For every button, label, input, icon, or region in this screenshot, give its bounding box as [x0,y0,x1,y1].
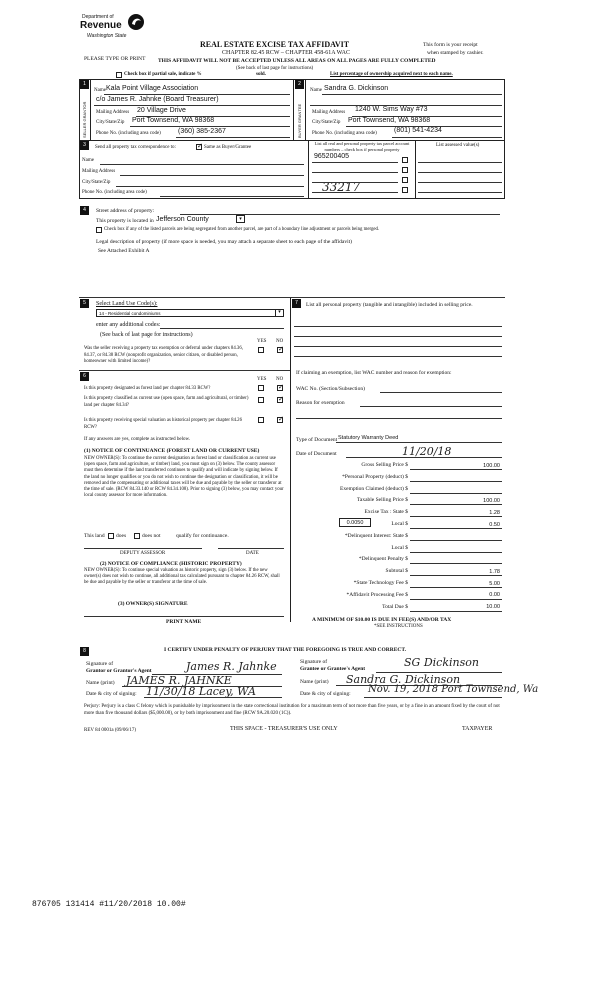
local-rate-box: 0.0050 [339,518,371,527]
section-3-number: 3 [80,141,89,150]
section-4-number: 4 [80,206,89,215]
grantor-date-city: 11/30/18 Lacey, WA [146,685,256,698]
calc-row-value: 0.50 [489,521,500,528]
grantor-sig-label-2: Grantor or Grantor's Agent [86,668,152,674]
notice-compliance-text: NEW OWNER(S): To continue special valuation as historic property, sign (3) below. If the new owner(s) does not wish to continue, all additional tax calculated pursuant to chapter 84.26 RCW, shall be due and payable by the seller or transferor at the time of sale. [84,568,280,586]
personal-property-checkbox[interactable] [402,187,408,193]
legal-description-label: Legal description of property (if more space is needed, you may attach a separate sheet to each page of the affidavit) [96,239,352,245]
print-name-label: PRINT NAME [166,619,202,625]
buyer-name-label: Name [310,88,322,93]
receipt-note-2: when stamped by cashier. [427,50,484,56]
section-7-number: 7 [292,299,301,308]
personal-property-checkbox[interactable] [402,157,408,163]
section-2-number: 2 [295,80,304,89]
notice-compliance-title: (2) NOTICE OF COMPLIANCE (HISTORIC PROPERTY) [100,561,242,567]
s5-yes-checkbox[interactable] [258,347,264,353]
seller-city-label: City/State/Zip [96,120,125,125]
legal-description-value: See Attached Exhibit A [98,248,150,254]
same-as-buyer-checkbox[interactable] [196,144,202,150]
q3-yes-checkbox[interactable] [258,417,264,423]
historical-question: Is this property receiving special valuation as historical property per chapter 84.26 RCW? [84,418,242,430]
wac-intro: If claiming an exemption, list WAC number and reason for exemption: [296,370,452,376]
calc-row-label: *Delinquent Penalty $ [358,556,408,563]
s3-name-label: Name [82,158,94,163]
q1-no-checkbox[interactable] [277,385,283,391]
sold-label: sold. [256,72,266,77]
calc-row-label: Gross Selling Price $ [361,462,408,468]
send-correspondence-label: Send all property tax correspondence to: [95,145,176,150]
street-address-label: Street address of property: [96,208,155,214]
partial-sale-label: Check box if partial sale, indicate % [124,72,202,77]
form-warning: THIS AFFIDAVIT WILL NOT BE ACCEPTED UNLESS ALL AREAS ON ALL PAGES ARE FULLY COMPLETED [158,58,436,64]
current-use-question: Is this property classified as current use (open space, farm and agricultural, or timber) land per chapter 84.34? [84,396,249,408]
does-not-checkbox[interactable] [134,533,140,539]
forest-land-question: Is this property designated as forest land per chapter 84.33 RCW? [84,386,211,391]
receipt-note-1: This form is your receipt [423,42,478,48]
s3-phone-label: Phone No. (including area code) [82,190,147,195]
calc-row-value: 1.28 [489,509,500,516]
parcel-header: List all real and personal property tax parcel account numbers – check box if personal property [314,141,410,152]
personal-property-label: List all personal property (tangible and intangible) included in selling price. [306,302,473,308]
s6-no: NO [276,377,284,382]
calc-row-value: 0.00 [489,592,500,599]
recording-stamp: 876705 131414 #11/20/2018 10.00# [32,900,186,909]
s5-yes: YES [257,339,267,344]
document-type-value: Statutory Warranty Deed [338,435,399,441]
does-checkbox[interactable] [108,533,114,539]
grantee-print-name: Sandra G. Dickinson [346,673,461,686]
grantor-sig-label-1: Signature of [86,661,114,667]
additional-codes-label: enter any additional codes: [96,322,161,328]
wac-label: WAC No. (Section/Subsection) [296,386,365,392]
calc-row-label: Local $ [391,521,408,527]
calc-row-value: 10.00 [486,604,500,611]
calc-row-label: Excise Tax : State $ [364,509,408,516]
grantee-signature: SG Dickinson [404,656,479,669]
grantor-date-label: Date & city of signing: [86,691,137,697]
calc-row-label: Subtotal $ [385,568,408,575]
buyer-phone: (801) 541-4234 [394,127,442,134]
seller-mailing-label: Mailing Address [96,110,130,115]
county-dropdown-icon[interactable]: ▾ [236,215,245,223]
dor-logo [80,12,160,46]
calc-row-value: 1.78 [489,568,500,575]
does-not-label: does not [142,533,161,539]
calc-row-label: Exemption Claimed (deduct) $ [340,485,408,492]
q2-yes-checkbox[interactable] [258,397,264,403]
s5-see-back: (See back of last page for instructions) [100,332,193,338]
assessed-header: List assessed value(s) [436,143,480,148]
parcel-handwritten: 33217 [322,180,361,194]
calc-row-value: 100.00 [483,462,500,469]
assessor-date-label: DATE [246,551,259,556]
personal-property-checkbox[interactable] [402,167,408,173]
document-type-label: Type of Document [296,437,338,443]
land-use-select[interactable] [96,309,284,317]
seller-name-2: c/o James R. Jahnke (Board Treasurer) [96,96,219,103]
s5-no: NO [276,339,284,344]
calc-row-label: Local $ [391,544,408,551]
dept-name: Revenue [80,20,122,31]
grantee-sig-label-2: Grantee or Grantee's Agent [300,666,366,672]
buyer-city-label: City/State/Zip [312,120,341,125]
s6-yes: YES [257,377,267,382]
grantee-date-city: Nov. 19, 2018 Port Townsend, Wa [368,684,539,695]
grantee-print-label: Name (print) [300,679,329,685]
this-land-label: This land [84,533,105,539]
please-type: PLEASE TYPE OR PRINT [84,56,146,62]
q3-no-checkbox[interactable] [277,417,283,423]
seller-phone-label: Phone No. (including area code) [96,131,161,136]
calc-row-label: Total Due $ [382,603,408,610]
buyer-mailing: 1240 W. Sims Way #73 [355,106,428,113]
grantee-date-label: Date & city of signing: [300,691,351,697]
calc-row-value: 100.00 [483,497,500,504]
same-as-buyer-label: Same as Buyer/Grantee [204,145,252,150]
grantor-print-name: JAMES R. JAHNKE [126,674,232,687]
treasurer-use: THIS SPACE - TREASURER'S USE ONLY [230,726,338,732]
section-1-number: 1 [80,80,89,89]
grantee-sig-label-1: Signature of [300,659,328,665]
qualify-label: qualify for continuance. [176,533,229,539]
s3-mailing-label: Mailing Address [82,169,116,174]
segregated-checkbox[interactable] [96,227,102,233]
seller-name-label: Name [94,88,106,93]
certify-statement: I CERTIFY UNDER PENALTY OF PERJURY THAT THE FOREGOING IS TRUE AND CORRECT. [164,647,407,653]
partial-sale-checkbox[interactable] [116,72,122,78]
q2-no-checkbox[interactable] [277,397,283,403]
minimum-due-note: A MINIMUM OF $10.00 IS DUE IN FEE(S) AND/OR TAX [312,617,452,623]
s5-no-checkbox[interactable] [277,347,283,353]
see-instructions-note: *SEE INSTRUCTIONS [374,624,423,629]
form-title: REAL ESTATE EXCISE TAX AFFIDAVIT [200,40,350,49]
exemption-question: Was the seller receiving a property tax exemption or deferral under chapters 84.36, 84.37, or 84.38 RCW (nonprofit organization, senior citizen, or disabled person, homeowner with limited income)? [84,346,243,364]
calc-row-label: *State Technology Fee $ [353,580,408,586]
calc-row-label: *Personal Property (deduct) $ [342,473,408,480]
grantor-print-label: Name (print) [86,680,115,686]
seller-phone: (360) 385-2367 [178,128,226,135]
personal-property-checkbox[interactable] [402,177,408,183]
land-use-value: 14 - Residential condominiums [99,311,161,316]
section-6-number: 6 [80,372,89,381]
buyer-name: Sandra G. Dickinson [324,85,389,92]
land-use-dropdown-icon[interactable]: ▾ [275,310,283,316]
dept-line: Department of [82,14,114,20]
land-use-label: Select Land Use Code(s): [96,301,158,307]
calc-row-value: 5.00 [489,580,500,587]
seller-side-label: SELLER GRANTOR [82,101,87,138]
owner-signature-label: (3) OWNER(S) SIGNATURE [118,601,188,607]
dept-state: Washington State [87,33,127,39]
calc-row-label: *Delinquent Interest: State $ [344,532,408,539]
deputy-assessor-label: DEPUTY ASSESSOR [120,551,166,556]
buyer-city: Port Townsend, WA 98368 [348,117,431,124]
notice-continuance-text: NEW OWNER(S): To continue the current designation as forest land or classification as current use (open space, farm and agriculture, or timber) land, you must sign on (3) below. The county assessor must then determine if the land transferred continues to qualify and will indicate by signing below. If the land no longer qualifies or you do not wish to continue the designation or classification, it will be removed and the compensating or additional taxes will be due and payable by the seller or transferor at the time of sale. (RCW 84.33.140 or RCW 84.34.108). Prior to signing (3) below, you may contact your local county assessor for more information. [84,456,284,499]
reason-label: Reason for exemption [296,400,345,406]
q1-yes-checkbox[interactable] [258,385,264,391]
s3-city-label: City/State/Zip [82,180,111,185]
document-date-value: 11/20/18 [402,445,452,458]
segregated-label: Check box if any of the listed parcels are being segregated from another parcel, are part of a boundary line adjustment or parcels being merged. [104,227,380,232]
form-number: REV 84 0001a (09/06/17) [84,728,136,733]
revenue-swirl-icon [126,12,146,32]
calc-row-label: Taxable Selling Price $ [356,497,408,504]
calc-row-label: *Affidavit Processing Fee $ [346,591,408,598]
seller-name: Kala Point Village Association [106,85,199,92]
seller-mailing: 20 Village Drive [137,107,186,114]
buyer-phone-label: Phone No. (including area code) [312,131,377,136]
buyer-mailing-label: Mailing Address [312,110,346,115]
grantor-signature: James R. Jahnke [186,660,277,673]
buyer-side-label: BUYER GRANTEE [297,103,302,138]
document-date-label: Date of Document [296,451,337,457]
section-5-number: 5 [80,299,89,308]
parcel-number-1: 965200405 [314,153,350,160]
ownership-note: List percentage of ownership acquired next to each name. [330,72,453,77]
does-label: does [116,533,127,539]
seller-city: Port Townsend, WA 98368 [132,117,215,124]
located-in-label: This property is located in [96,218,154,224]
if-yes-note: If any answers are yes, complete as instructed below. [84,437,191,442]
form-chapter: CHAPTER 82.45 RCW – CHAPTER 458-61A WAC [222,50,350,56]
see-back: (See back of last page for instructions) [236,66,314,71]
county-select[interactable]: Jefferson County [156,216,209,223]
taxpayer-label: TAXPAYER [462,726,493,732]
notice-continuance-title: (1) NOTICE OF CONTINUANCE (FOREST LAND OR CURRENT USE) [84,448,260,454]
section-8-number: 8 [80,647,89,656]
perjury-notice: Perjury: Perjury is a class C felony which is punishable by imprisonment in the state correctional institution for a maximum term of not more than five years, or by a fine in an amount fixed by the court of not more than five thousand dollars ($5,000.00), or by both imprisonment and fine (RCW 9A.20.020 (1C)). [84,704,500,716]
